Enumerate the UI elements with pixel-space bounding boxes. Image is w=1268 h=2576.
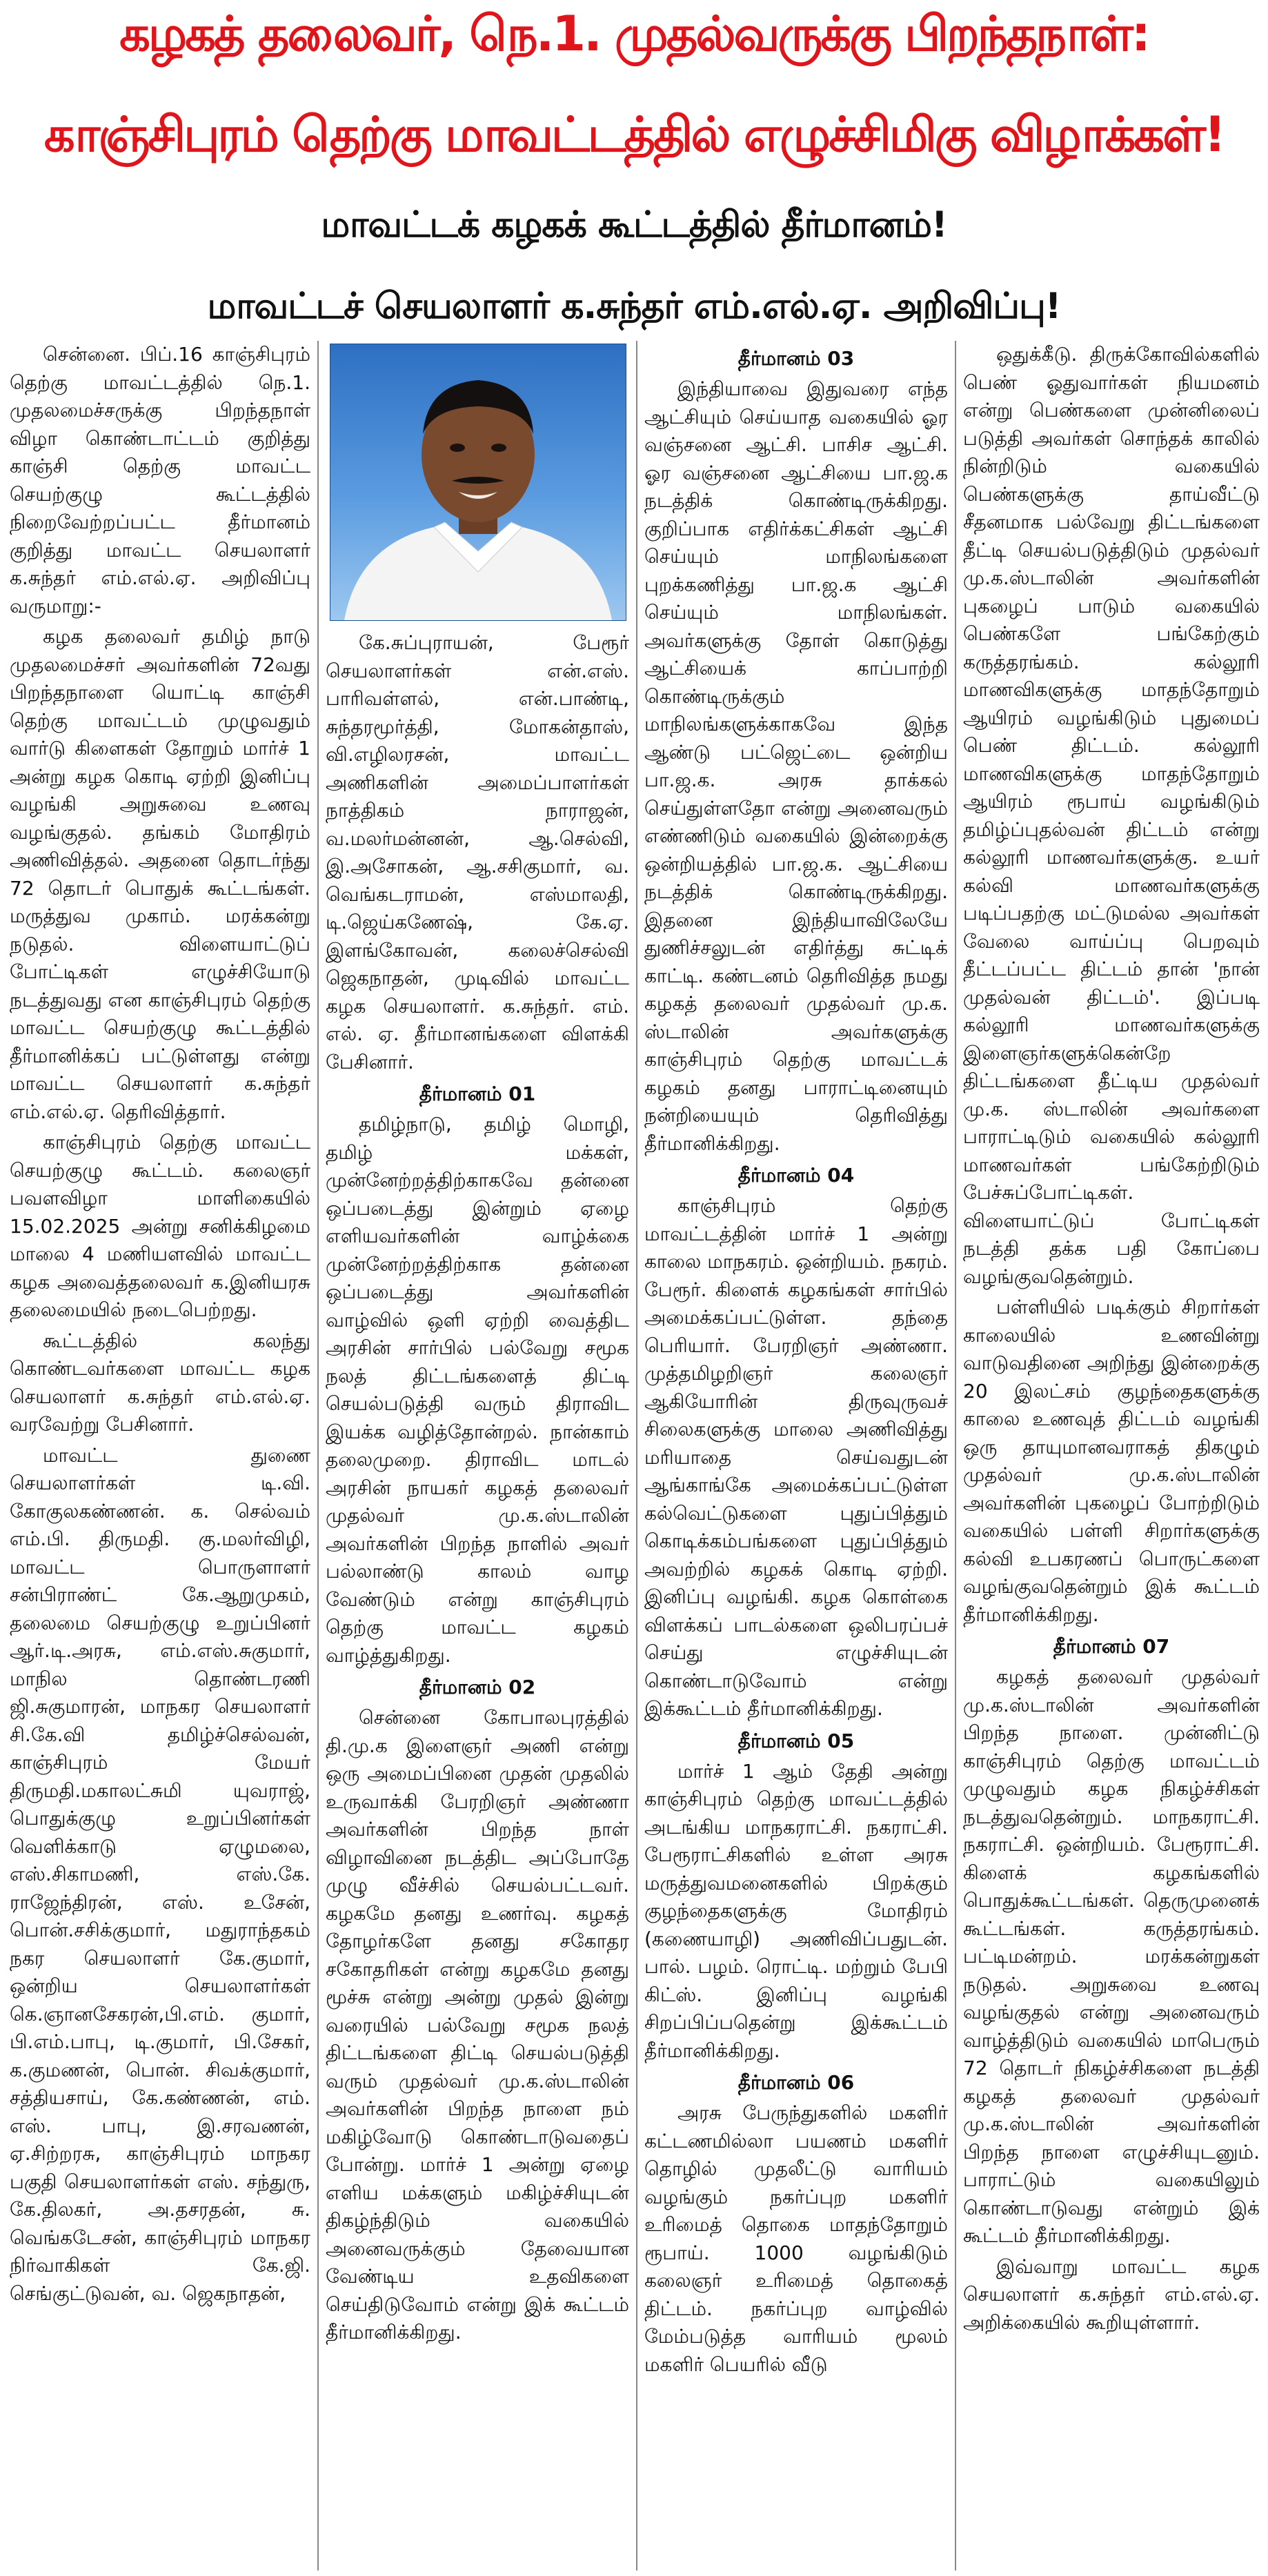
body-paragraph: கூட்டத்தில் கலந்து கொண்டவர்களை மாவட்ட கழக செயலாளர் க.சுந்தர் எம்.எல்.ஏ. வரவேற்று பேசினார். (10, 1329, 310, 1436)
resolution-heading: தீர்மானம் 01 (419, 1082, 536, 1105)
portrait-photo (330, 344, 626, 621)
resolution-heading: தீர்மானம் 07 (1053, 1635, 1170, 1658)
body-paragraph: இந்தியாவை இதுவரை எந்த ஆட்சியும் செய்யாத வகையில் ஓர வஞ்சனை ஆட்சி. பாசிச ஆட்சி. ஓர வஞ்சனை ஆட்சியை பா.ஜ.க நடத்திக் கொண்டிருக்கிறது. குறிப்பாக எதிர்க்கட்சிகள் ஆட்சி செய்யும் மாநிலங்களை புறக்கணித்து பா.ஜ.க ஆட்சி செய்யும் மாநிலங்கள். அவர்களுக்கு தோள் கொடுத்து ஆட்சியைக் காப்பாற்றி கொண்டிருக்கும் மாநிலங்களுக்காகவே இந்த ஆண்டு பட்ஜெட்டை ஒன்றிய பா.ஜ.க. அரசு தாக்கல் செய்துள்ளதோ என்று அனைவரும் எண்ணிடும் வகையில் இன்றைக்கு ஒன்றியத்தில் பா.ஜ.க. ஆட்சியை நடத்திக் கொண்டிருக்கிறது. இதனை இந்தியாவிலேயே துணிச்சலுடன் எதிர்த்து சுட்டிக் காட்டி. கண்டனம் தெரிவித்த நமது கழகத் தலைவர் முதல்வர் மு.க. ஸ்டாலின் அவர்களுக்கு காஞ்சிபுரம் தெற்கு மாவட்டக் கழகம் தனது பாராட்டினையும் நன்றியையும் தெரிவித்து தீர்மானிக்கிறது. (644, 377, 948, 1155)
body-paragraph: மாவட்ட துணை செயலாளர்கள் டி.வி. கோகுலகண்ணன். க. செல்வம் எம்.பி. திருமதி. கு.மலர்விழி, மாவட்ட பொருளாளர் சன்பிராண்ட் கே.ஆறுமுகம், தலைமை செயற்குழு உறுப்பினர் ஆர்.டி.அரசு, எம்.எஸ்.சுகுமார், மாநில தொண்டரணி ஜி.சுகுமாரன், மாநகர செயலாளர் சி.கே.வி தமிழ்ச்செல்வன், காஞ்சிபுரம் மேயர் திருமதி.மகாலட்சுமி யுவராஜ், பொதுக்குழு உறுப்பினர்கள் வெளிக்காடு ஏழுமலை, எஸ்.சிகாமணி, எஸ்.கே. ராஜேந்திரன், எஸ். உசேன், பொன்.சசிக்குமார், மதுராந்தகம் நகர செயலாளர் கே.குமார், ஒன்றிய செயலாளர்கள் கெ.ஞானசேகரன்,பி.எம். குமார், பி.எம்.பாபு, டி.குமார், பி.சேகர், க.குமணன், பொன். சிவக்குமார், சத்தியசாய், கே.கண்ணன், எம். எஸ். பாபு, இ.சரவணன், ஏ.சிற்றரசு, காஞ்சிபுரம் மாநகர பகுதி செயலாளர்கள் எஸ். சந்துரு, கே.திலகர், அ.தசரதன், சு. வெங்கடேசன், காஞ்சிபுரம் மாநகர நிர்வாகிகள் கே.ஜி. செங்குட்டுவன், வ. ஜெகநாதன், (10, 1443, 310, 2305)
subheadline-line-2: மாவட்டச் செயலாளர் க.சுந்தர் எம்.எல்.ஏ. அறிவிப்பு! (207, 286, 1061, 327)
column-divider (317, 341, 319, 2570)
headline-line-1: கழகத் தலைவர், நெ.1. முதல்வருக்கு பிறந்தநாள்: (119, 6, 1149, 62)
column-divider (636, 341, 637, 2570)
portrait-icon (330, 344, 626, 620)
resolution-heading: தீர்மானம் 02 (419, 1676, 536, 1698)
body-paragraph: இவ்வாறு மாவட்ட கழக செயலாளர் க.சுந்தர் எம்.எல்.ஏ. அறிக்கையில் கூறியுள்ளார். (963, 2255, 1260, 2334)
resolution-heading: தீர்மானம் 04 (737, 1164, 855, 1187)
article-column-4 (963, 341, 1260, 2570)
body-paragraph: காஞ்சிபுரம் தெற்கு மாவட்ட செயற்குழு கூட்டம். கலைஞர் பவளவிழா மாளிகையில் 15.02.2025 அன்று சனிக்கிழமை மாலை 4 மணியளவில் மாவட்ட கழக அவைத்தலைவர் க.இனியரசு தலைமையில் நடைபெற்றது. (10, 1131, 310, 1321)
body-paragraph: பள்ளியில் படிக்கும் சிறார்கள் காலையில் உணவின்று வாடுவதினை அறிந்து இன்றைக்கு 20 இலட்சம் குழந்தைகளுக்கு காலை உணவுத் திட்டம் வழங்கி ஒரு தாயுமானவராகத் திகழும் முதல்வர் மு.க.ஸ்டாலின் அவர்களின் புகழைப் போற்றிடும் வகையில் பள்ளி சிறார்களுக்கு கல்வி உபகரணப் பொருட்களை வழங்குவதென்றும் இக் கூட்டம் தீர்மானிக்கிறது. (963, 1296, 1260, 1626)
article-column-2 (326, 629, 629, 2570)
body-paragraph: தமிழ்நாடு, தமிழ் மொழி, தமிழ் மக்கள், முன்னேற்றத்திற்காகவே தன்னை ஒப்படைத்து இன்றும் ஏழை எளியவர்களின் வாழ்க்கை முன்னேற்றத்திற்காக தன்னை ஒப்படைத்து அவர்களின் வாழ்வில் ஒளி ஏற்றி வைத்திட அரசின் சார்பில் பல்வேறு சமூக நலத் திட்டங்களைத் திட்டி செயல்படுத்தி வரும் திராவிட இயக்க வழித்தோன்றல். நான்காம் தலைமுறை. திராவிட மாடல் அரசின் நாயகர் கழகத் தலைவர் முதல்வர் மு.க.ஸ்டாலின் அவர்களின் பிறந்த நாளில் அவர் பல்லாண்டு காலம் வாழ வேண்டும் என்று காஞ்சிபுரம் தெற்கு மாவட்ட கழகம் வாழ்த்துகிறது. (326, 1113, 629, 1667)
body-paragraph: சென்னை கோபாலபுரத்தில் தி.மு.க இளைஞர் அணி என்று ஒரு அமைப்பினை முதன் முதலில் உருவாக்கி பேரறிஞர் அண்ணா அவர்களின் பிறந்த நாள் விழாவினை நடத்திட அப்போதே முழு வீச்சில் செயல்பட்டவர். கழகமே தனது உணர்வு. கழகத் தோழர்களே தனது சகோதர சகோதரிகள் என்று கழகமே தனது மூச்சு என்று அன்று முதல் இன்று வரையில் பல்வேறு சமூக நலத் திட்டங்களை திட்டி செயல்படுத்தி வரும் முதல்வர் மு.க.ஸ்டாலின் அவர்களின் பிறந்த நாளை நம் மகிழ்வோடு கொண்டாடுவதைப் போன்று. மார்ச் 1 அன்று ஏழை எளிய மக்களும் மகிழ்ச்சியுடன் திகழ்ந்திடும் வகையில் அனைவருக்கும் தேவையான வேண்டிய உதவிகளை செய்திடுவோம் என்று இக் கூட்டம் தீர்மானிக்கிறது. (326, 1706, 629, 2344)
body-paragraph: சென்னை. பிப்.16 காஞ்சிபுரம் தெற்கு மாவட்டத்தில் நெ.1. முதலமைச்சருக்கு பிறந்தநாள் விழா கொண்டாட்டம் குறித்து காஞ்சி தெற்கு மாவட்ட செயற்குழு கூட்டத்தில் நிறைவேற்றப்பட்ட தீர்மானம் குறித்து மாவட்ட செயலாளர் க.சுந்தர் எம்.எல்.ஏ. அறிவிப்பு வருமாறு:- (10, 343, 310, 617)
body-paragraph: கழகத் தலைவர் முதல்வர் மு.க.ஸ்டாலின் அவர்களின் பிறந்த நாளை. முன்னிட்டு காஞ்சிபுரம் தெற்கு மாவட்டம் முழுவதும் கழக நிகழ்ச்சிகள் நடத்துவதென்றும். மாநகராட்சி. நகராட்சி. ஒன்றியம். பேரூராட்சி. கிளைக் கழகங்களில் பொதுக்கூட்டங்கள். தெருமுனைக் கூட்டங்கள். கருத்தரங்கம். பட்டிமன்றம். மரக்கன்றுகள் நடுதல். அறுசுவை உணவு வழங்குதல் என்று அனைவரும் வாழ்த்திடும் வகையில் மாபெரும் 72 தொடர் நிகழ்ச்சிகளை நடத்தி கழகத் தலைவர் முதல்வர் மு.க.ஸ்டாலின் அவர்களின் பிறந்த நாளை எழுச்சியுடனும். பாராட்டும் வகையிலும் கொண்டாடுவது என்றும் இக் கூட்டம் தீர்மானிக்கிறது. (963, 1665, 1260, 2247)
resolution-heading: தீர்மானம் 05 (737, 1729, 855, 1752)
body-paragraph: ஒதுக்கீடு. திருக்கோவில்களில் பெண் ஓதுவார்கள் நியமனம் என்று பெண்களை முன்னிலைப் படுத்தி அவர்கள் சொந்தக் காலில் நின்றிடும் வகையில் பெண்களுக்கு தாய்வீட்டு சீதனமாக பல்வேறு திட்டங்களை தீட்டி செயல்படுத்திடும் முதல்வர் மு.க.ஸ்டாலின் அவர்களின் புகழைப் பாடும் வகையில் பெண்களே பங்கேற்கும் கருத்தரங்கம். கல்லூரி மாணவிகளுக்கு மாதந்தோறும் ஆயிரம் வழங்கிடும் புதுமைப் பெண் திட்டம். கல்லூரி மாணவிகளுக்கு மாதந்தோறும் ஆயிரம் ரூபாய் வழங்கிடும் தமிழ்ப்புதல்வன் திட்டம் என்று கல்லூரி மாணவர்களுக்கு. உயர் கல்வி மாணவர்களுக்கு படிப்பதற்கு மட்டுமல்ல அவர்கள் வேலை வாய்ப்பு பெறவும் தீட்டப்பட்ட திட்டம் தான் 'நான் முதல்வன் திட்டம்'. இப்படி கல்லூரி மாணவர்களுக்கு இளைஞர்களுக்கென்றே திட்டங்களை தீட்டிய முதல்வர் மு.க. ஸ்டாலின் அவர்களை பாராட்டிடும் வகையில் கல்லூரி மாணவர்கள் பங்கேற்றிடும் பேச்சுப்போட்டிகள். விளையாட்டுப் போட்டிகள் நடத்தி தக்க பதி கோப்பை வழங்குவதென்றும். (963, 343, 1260, 1288)
column-divider (955, 341, 956, 2570)
article-column-1 (10, 341, 310, 2570)
body-paragraph: கே.சுப்புராயன், பேரூர் செயலாளர்கள் என்.எஸ். பாரிவள்ளல், என்.பாண்டி, சுந்தரமூர்த்தி, மோகன்தாஸ், வி.எழிலரசன், மாவட்ட அணிகளின் அமைப்பாளர்கள் நாத்திகம் நாராஜன், வ.மலர்மன்னன், ஆ.செல்வி, இ.அசோகன், ஆ.சசிகுமார், வ. வெங்கடராமன், எஸ்மாலதி, டி.ஜெய்கணேஷ், கே.ஏ. இளங்கோவன், கலைச்செல்வி ஜெகநாதன், முடிவில் மாவட்ட கழக செயலாளர். க.சுந்தர். எம். எல். ஏ. தீர்மானங்களை விளக்கி பேசினார். (326, 631, 629, 1073)
body-paragraph: கழக தலைவர் தமிழ் நாடு முதலமைச்சர் அவர்களின் 72வது பிறந்தநாளை யொட்டி காஞ்சி தெற்கு மாவட்டம் முழுவதும் வார்டு கிளைகள் தோறும் மார்ச் 1 அன்று கழக கொடி ஏற்றி இனிப்பு வழங்கி அறுசுவை உணவு வழங்குதல். தங்கம் மோதிரம் அணிவித்தல். அதனை தொடர்ந்து 72 தொடர் பொதுக் கூட்டங்கள். மருத்துவ முகாம். மரக்கன்று நடுதல். விளையாட்டுப் போட்டிகள் எழுச்சியோடு நடத்துவது என காஞ்சிபுரம் தெற்கு மாவட்ட செயற்குழு கூட்டத்தில் தீர்மானிக்கப் பட்டுள்ளது என்று மாவட்ட செயலாளர் க.சுந்தர் எம்.எல்.ஏ. தெரிவித்தார். (10, 625, 310, 1123)
resolution-heading: தீர்மானம் 03 (737, 347, 855, 370)
body-paragraph: மார்ச் 1 ஆம் தேதி அன்று காஞ்சிபுரம் தெற்கு மாவட்டத்தில் அடங்கிய மாநகராட்சி. நகராட்சி. பேரூராட்சிகளில் உள்ள அரசு மருத்துவமனைகளில் பிறக்கும் குழந்தைகளுக்கு மோதிரம் (கணையாழி) அணிவிப்பதுடன். பால். பழம். ரொட்டி. மற்றும் பேபி கிட்ஸ். இனிப்பு வழங்கி சிறப்பிப்பதென்று இக்கூட்டம் தீர்மானிக்கிறது. (644, 1759, 948, 2062)
resolution-heading: தீர்மானம் 06 (737, 2071, 855, 2094)
headline-line-2: காஞ்சிபுரம் தெற்கு மாவட்டத்தில் எழுச்சிமிகு விழாக்கள்! (43, 106, 1225, 163)
body-paragraph: காஞ்சிபுரம் தெற்கு மாவட்டத்தின் மார்ச் 1 அன்று காலை மாநகரம். ஒன்றியம். நகரம். பேரூர். கிளைக் கழகங்கள் சார்பில் அமைக்கப்பட்டுள்ள. தந்தை பெரியார். பேரறிஞர் அண்ணா. முத்தமிழறிஞர் கலைஞர் ஆகியோரின் திருவுருவச் சிலைகளுக்கு மாலை அணிவித்து மரியாதை செய்வதுடன் ஆங்காங்கே அமைக்கப்பட்டுள்ள கல்வெட்டுகளை புதுப்பித்தும் கொடிக்கம்பங்களை புதுப்பித்தும் அவற்றில் கழகக் கொடி ஏற்றி. இனிப்பு வழங்கி. கழக கொள்கை விளக்கப் பாடல்களை ஒலிபரப்பச் செய்து எழுச்சியுடன் கொண்டாடுவோம் என்று இக்கூட்டம் தீர்மானிக்கிறது. (644, 1194, 948, 1720)
subheadline-line-1: மாவட்டக் கழகக் கூட்டத்தில் தீர்மானம்! (321, 204, 947, 246)
body-paragraph: அரசு பேருந்துகளில் மகளிர் கட்டணமில்லா பயணம் மகளிர் தொழில் முதலீட்டு வாரியம் வழங்கும் நகர்ப்புற மகளிர் உரிமைத் தொகை மாதந்தோறும் ரூபாய். 1000 வழங்கிடும் கலைஞர் உரிமைத் தொகைத் திட்டம். நகர்ப்புற வாழ்வில் மேம்படுத்த வாரியம் மூலம் மகளிர் பெயரில் வீடு (644, 2101, 948, 2376)
article-column-3 (644, 341, 948, 2570)
